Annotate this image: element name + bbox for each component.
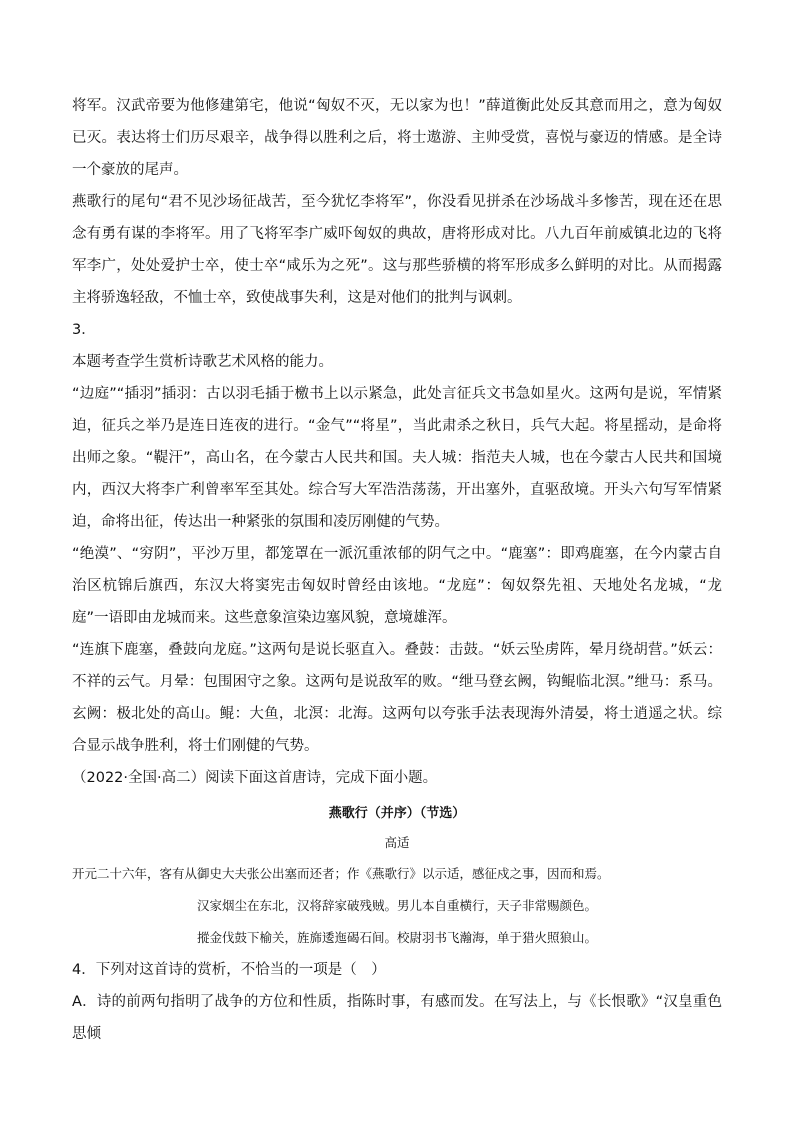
answer-number: 3． — [72, 322, 96, 338]
poem-line: 摐金伐鼓下榆关，旌旆逶迤碣石间。校尉羽书飞瀚海，单于猎火照狼山。 — [196, 930, 597, 945]
paragraph-ending-analysis: 燕歌行的尾句“君不见沙场征战苦，至今犹忆李将军”，你没看见拼杀在沙场战斗多惨苦，现在还在思念有勇有谋的李将军。用了飞将军李广威吓匈奴的典故，唐将形成对比。八九百年前威镇北边的飞将军李广，处处爱护士卒，使士卒“咸乐为之死”。这与那些骄横的将军形成多么鲜明的对比。从而揭露主将骄逸轻敌，不恤士卒，致使战事失利，这是对他们的批判与讽刺。 — [72, 194, 722, 306]
answer-intro: 本题考查学生赏析诗歌艺术风格的能力。 — [72, 354, 333, 370]
paragraph-imagery-analysis: “绝漠”、“穷阴”，平沙万里，都笼罩在一派沉重浓郁的阴气之中。“鹿塞”：即鸡鹿塞，在今内蒙古自治区杭锦后旗西，东汉大将窦宪击匈奴时曾经由该地。“龙庭”：匈奴祭先祖、天地处名龙城，“龙庭”一语即由龙城而来。这些意象渲染边塞风貌，意境雄浑。 — [72, 546, 722, 626]
document-body — [72, 90, 722, 1050]
poem-author: 高适 — [384, 835, 410, 850]
reading-instruction: （2022·全国·高二）阅读下面这首唐诗，完成下面小题。 — [72, 770, 438, 786]
paragraph-opening-analysis: “边庭”“插羽”插羽：古以羽毛插于檄书上以示紧急，此处言征兵文书急如星火。这两句是说，军情紧迫，征兵之举乃是连日连夜的进行。“金气”“将星”，当此肃杀之秋日，兵气大起。将星摇动，是命将出师之象。“鞮汗”，高山名，在今蒙古人民共和国。夫人城：指范夫人城，也在今蒙古人民共和国境内，西汉大将李广利曾率军至其处。综合写大军浩浩荡荡，开出塞外，直驱敌境。开头六句写军情紧迫，命将出征，传达出一种紧张的氛围和凌厉刚健的气势。 — [72, 386, 722, 530]
paragraph-victory-analysis: “连旗下鹿塞，叠鼓向龙庭。”这两句是说长驱直入。叠鼓：击鼓。“妖云坠虏阵，晕月绕胡营。”妖云：不祥的云气。月晕：包围困守之象。这两句是说敌军的败。“绁马登玄阙，钩鲲临北溟。”绁马：系马。玄阙：极北处的高山。鲲：大鱼，北溟：北海。这两句以夸张手法表现海外清晏，将士逍遥之状。综合显示战争胜利，将士们刚健的气势。 — [72, 642, 722, 754]
question-option-a: A．诗的前两句指明了战争的方位和性质，指陈时事，有感而发。在写法上，与《长恨歌》“汉皇重色思倾 — [72, 994, 722, 1042]
poem-line: 汉家烟尘在东北，汉将辞家破残贼。男儿本自重横行，天子非常赐颜色。 — [196, 898, 597, 913]
paragraph-conclusion: 将军。汉武帝要为他修建第宅，他说“匈奴不灭，无以家为也！”薛道衡此处反其意而用之，意为匈奴已灭。表达将士们历尽艰辛，战争得以胜利之后，将士遨游、主帅受赏，喜悦与豪迈的情感。是全诗一个豪放的尾声。 — [72, 98, 722, 178]
poem-title: 燕歌行（并序）（节选） — [328, 806, 466, 821]
poem-preface: 开元二十六年，客有从御史大夫张公出塞而还者；作《燕歌行》以示适，感征戍之事，因而和焉。 — [72, 866, 610, 881]
question-stem: 4．下列对这首诗的赏析，不恰当的一项是（ ） — [72, 962, 386, 978]
